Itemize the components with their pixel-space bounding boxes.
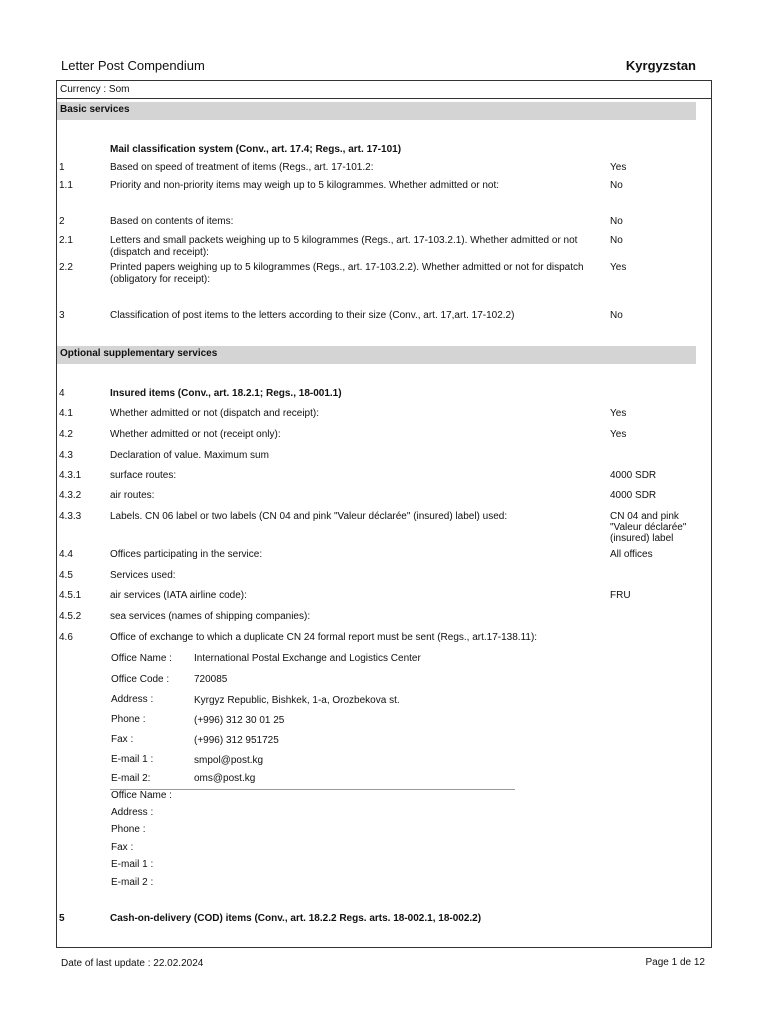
- row-number: 3: [59, 310, 65, 321]
- document-title: Letter Post Compendium: [61, 58, 205, 73]
- section-band-optional: [57, 346, 696, 364]
- office-label: Phone :: [111, 714, 146, 725]
- office-label: Fax :: [111, 734, 134, 745]
- section-title-basic: Basic services: [60, 104, 130, 115]
- row-text: Whether admitted or not (dispatch and receipt):: [110, 408, 319, 419]
- country-name: Kyrgyzstan: [625, 58, 696, 73]
- row-value: Yes: [610, 262, 627, 273]
- row-number: 4.1: [59, 408, 73, 419]
- office-label: E-mail 2 :: [111, 877, 154, 888]
- row-number: 4.5: [59, 570, 73, 581]
- office-value: Kyrgyz Republic, Bishkek, 1-a, Orozbekova st.: [194, 695, 400, 706]
- cod-items-heading: Cash-on-delivery (COD) items (Conv., art. 18.2.2 Regs. arts. 18-002.1, 18-002.2): [110, 913, 482, 924]
- row-number: 4.5.1: [59, 590, 82, 601]
- row-value: CN 04 and pink "Valeur déclarée" (insured) label: [610, 511, 687, 544]
- row-text: Priority and non-priority items may weigh up to 5 kilogrammes. Whether admitted or not:: [110, 180, 500, 191]
- office-value: 720085: [194, 674, 228, 685]
- row-number: 4: [59, 388, 65, 399]
- row-value: 4000 SDR: [610, 470, 657, 481]
- office-label: Fax :: [111, 842, 134, 853]
- row-number: 2.2: [59, 262, 73, 273]
- insured-items-heading: Insured items (Conv., art. 18.2.1; Regs., 18-001.1): [110, 388, 342, 399]
- row-number: 4.2: [59, 429, 73, 440]
- currency-label: Currency : Som: [60, 84, 130, 95]
- row-number: 4.6: [59, 632, 73, 643]
- office-label: E-mail 1 :: [111, 859, 154, 870]
- row-number: 4.3.3: [59, 511, 82, 522]
- row-text: Letters and small packets weighing up to 5 kilogrammes (Regs., art. 17-103.2.1). Whether admitted or not (dispatch and receipt):: [110, 235, 578, 258]
- currency-divider: [57, 98, 711, 99]
- row-number: 1.1: [59, 180, 73, 191]
- office-label: E-mail 2:: [111, 773, 151, 784]
- row-text: Services used:: [110, 570, 176, 581]
- row-value: Yes: [610, 408, 627, 419]
- row-value: No: [610, 310, 623, 321]
- page-number: Page 1 de 12: [645, 957, 705, 968]
- row-text: Offices participating in the service:: [110, 549, 263, 560]
- office-value: International Postal Exchange and Logistics Center: [194, 653, 421, 664]
- row-number: 1: [59, 162, 65, 173]
- office-label: E-mail 1 :: [111, 754, 154, 765]
- row-text: Based on contents of items:: [110, 216, 234, 227]
- row-value: All offices: [610, 549, 653, 560]
- row-value: No: [610, 180, 623, 191]
- office-value: smpol@post.kg: [194, 755, 264, 766]
- section-band-basic: [57, 102, 696, 120]
- row-number: 4.3.1: [59, 470, 82, 481]
- office-value: (+996) 312 951725: [194, 735, 279, 746]
- row-number: 5: [59, 913, 65, 924]
- row-number: 4.4: [59, 549, 73, 560]
- row-number: 4.3.2: [59, 490, 82, 501]
- row-text: Labels. CN 06 label or two labels (CN 04 and pink "Valeur déclarée" (insured) label) used:: [110, 511, 508, 522]
- last-update-date: Date of last update : 22.02.2024: [61, 958, 204, 969]
- office-label: Address :: [111, 694, 154, 705]
- row-text: Office of exchange to which a duplicate CN 24 formal report must be sent (Regs., art.17-138.11):: [110, 632, 538, 643]
- row-text: Declaration of value. Maximum sum: [110, 450, 269, 461]
- office-label: Phone :: [111, 824, 146, 835]
- row-text: air routes:: [110, 490, 155, 501]
- office-label: Office Code :: [111, 674, 170, 685]
- row-number: 4.5.2: [59, 611, 82, 622]
- row-value: Yes: [610, 162, 627, 173]
- row-value: FRU: [610, 590, 631, 601]
- row-text: air services (IATA airline code):: [110, 590, 247, 601]
- row-text: surface routes:: [110, 470, 177, 481]
- row-number: 2: [59, 216, 65, 227]
- row-text: sea services (names of shipping companies):: [110, 611, 311, 622]
- row-text: Based on speed of treatment of items (Regs., art. 17-101.2:: [110, 162, 374, 173]
- row-number: 4.3: [59, 450, 73, 461]
- row-value: 4000 SDR: [610, 490, 657, 501]
- row-value: No: [610, 235, 623, 246]
- row-value: Yes: [610, 429, 627, 440]
- office-value: (+996) 312 30 01 25: [194, 715, 285, 726]
- row-text: Printed papers weighing up to 5 kilogrammes (Regs., art. 17-103.2.2). Whether admitted or not for dispatch (obligatory for receipt):: [110, 262, 584, 285]
- office-value: oms@post.kg: [194, 773, 256, 784]
- office-label: Address :: [111, 807, 154, 818]
- row-number: 2.1: [59, 235, 73, 246]
- row-text: Classification of post items to the letters according to their size (Conv., art. 17,art. 17-102.2): [110, 310, 515, 321]
- row-text: Whether admitted or not (receipt only):: [110, 429, 281, 440]
- row-value: No: [610, 216, 623, 227]
- office-label: Office Name :: [111, 653, 172, 664]
- section-title-optional: Optional supplementary services: [60, 348, 218, 359]
- mail-classification-heading: Mail classification system (Conv., art. 17.4; Regs., art. 17-101): [110, 144, 402, 155]
- office-label: Office Name :: [111, 790, 172, 801]
